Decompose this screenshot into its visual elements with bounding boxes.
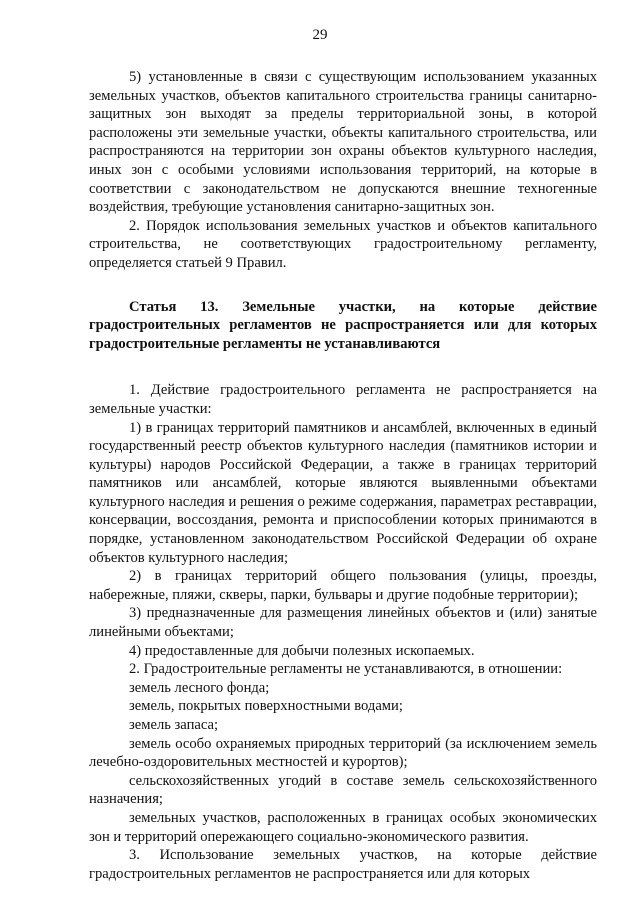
paragraph-clause-2: 2. Порядок использования земельных участков и объектов капитального строительства, не соответствующих градостроительному регламенту, определяется статьей 9 Правил. bbox=[89, 217, 597, 271]
paragraph-clause-3: 3. Использование земельных участков, на которые действие градостроительных регламентов не распространяется или для которых bbox=[89, 847, 597, 882]
list-item-water-lands: земель, покрытых поверхностными водами; bbox=[129, 698, 403, 715]
page-number: 29 bbox=[312, 27, 328, 43]
paragraph-clause-1: 1. Действие градостроительного регламента не распространяется на земельные участки: bbox=[89, 382, 597, 417]
paragraph-item-1: 1) в границах территорий памятников и ансамблей, включенных в единый государственный реестр объектов культурного наследия (памятников истории и культуры) народов Российской Федерации, а также в границах территорий памятников или ансамблей, которые являются выявленными объектами культурного наследия и решения о режиме содержания, параметрах реставрации, консервации, воссоздания, ремонта и приспособлении которых принимаются в порядке, установленном законодательством Российской Федерации об охране объектов культурного наследия; bbox=[89, 419, 597, 566]
paragraph-item-5: 5) установленные в связи с существующим использованием указанных земельных участков, объектов капитального строительства границы санитарно-защитных зон выходят за пределы территориальной зоны, в которой расположены эти земельные участки, объекты капитального строительства, или распространяются на территории зон охраны объектов культурного наследия, иных зон с особыми условиями использования территорий, на которые в соответствии с законодательством не допускаются внешние техногенные воздействия, требующие установления санитарно-защитных зон. bbox=[89, 69, 597, 216]
list-item-reserve-lands: земель запаса; bbox=[129, 717, 219, 733]
article-13-heading: Статья 13. Земельные участки, на которые действие градостроительных регламентов не распространяется или для которых градостроительные регламенты не устанавливаются bbox=[89, 298, 597, 352]
document-body bbox=[89, 68, 597, 883]
list-item-economic-zones: земельных участков, расположенных в границах особых экономических зон и территорий опережающего социально-экономического развития. bbox=[89, 809, 597, 845]
list-item-agricultural-lands: сельскохозяйственных угодий в составе земель сельскохозяйственного назначения; bbox=[89, 772, 597, 808]
paragraph-clause-2-regulations: 2. Градостроительные регламенты не устанавливаются, в отношении: bbox=[129, 661, 563, 678]
list-item-forest-lands: земель лесного фонда; bbox=[129, 679, 270, 696]
paragraph-item-3: 3) предназначенные для размещения линейных объектов и (или) занятые линейными объектами; bbox=[89, 605, 597, 641]
paragraph-item-2: 2) в границах территорий общего пользования (улицы, проезды, набережные, пляжи, скверы, парки, бульвары и другие подобные территории); bbox=[89, 568, 597, 603]
list-item-protected-lands: земель особо охраняемых природных территорий (за исключением земель лечебно-оздоровительных местностей и курортов); bbox=[89, 735, 597, 771]
paragraph-item-4: 4) предоставленные для добычи полезных ископаемых. bbox=[129, 642, 475, 659]
